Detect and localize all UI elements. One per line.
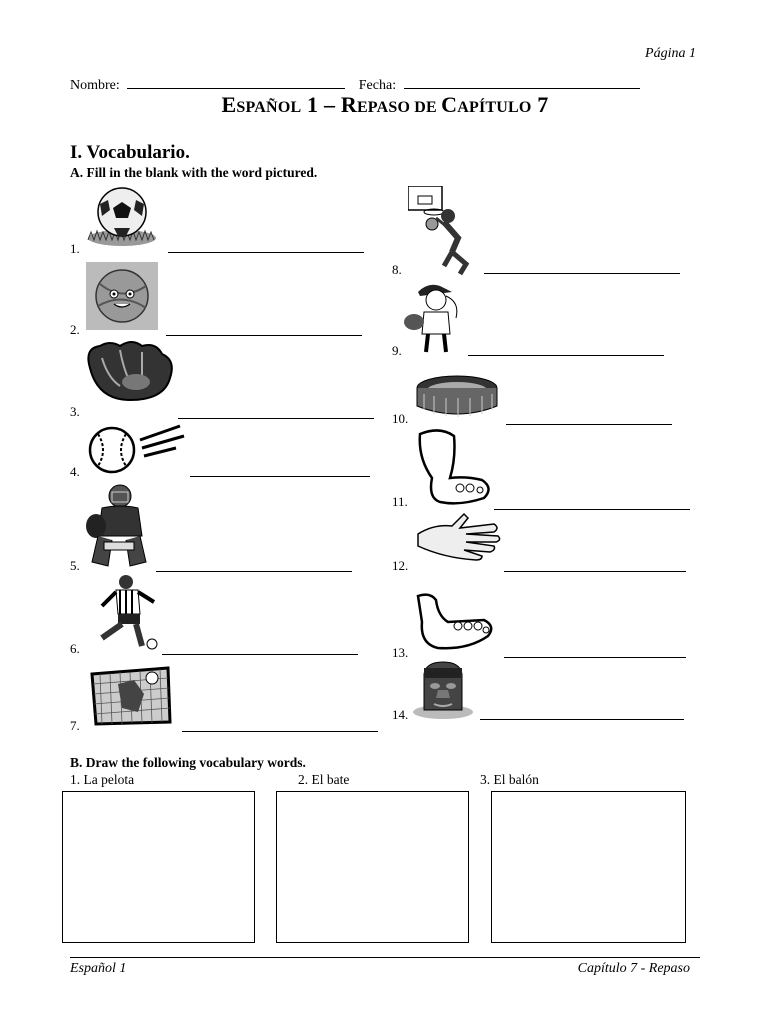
item-number: 8.	[392, 262, 402, 277]
answer-blank-12[interactable]	[504, 571, 686, 572]
answer-blank-11[interactable]	[494, 509, 690, 510]
answer-blank-3[interactable]	[178, 418, 374, 419]
answer-blank-4[interactable]	[190, 476, 370, 477]
drawing-box-3[interactable]	[491, 791, 686, 943]
answer-blank-6[interactable]	[162, 654, 358, 655]
stadium-icon	[412, 372, 502, 420]
basketball-player-icon	[408, 186, 478, 276]
foot-icon	[410, 428, 494, 508]
soccer-ball-icon	[86, 186, 158, 248]
footer-course: Español 1	[70, 961, 127, 976]
section-a-instructions: A. Fill in the blank with the word pictured.	[70, 165, 318, 180]
answer-blank-1[interactable]	[168, 252, 364, 253]
item-number: 9.	[392, 343, 402, 358]
item-number: 13.	[392, 645, 409, 660]
catcher-icon	[82, 482, 156, 570]
item-number: 10.	[392, 411, 409, 426]
date-field[interactable]	[404, 76, 640, 89]
footer-chapter: Capítulo 7 - Repaso	[577, 961, 690, 976]
footer-divider	[70, 957, 700, 958]
answer-blank-7[interactable]	[182, 731, 378, 732]
hand-icon	[414, 512, 504, 562]
name-label: Nombre:	[70, 78, 120, 93]
item-number: 4.	[70, 464, 80, 479]
soccer-player-icon	[88, 572, 168, 652]
drawing-box-2[interactable]	[276, 791, 469, 943]
item-number: 6.	[70, 641, 80, 656]
item-number: 7.	[70, 718, 80, 733]
answer-blank-10[interactable]	[506, 424, 672, 425]
answer-blank-13[interactable]	[504, 657, 686, 658]
answer-blank-2[interactable]	[166, 335, 362, 336]
item-number: 2.	[70, 322, 80, 337]
foot-icon	[408, 592, 498, 654]
item-number: 12.	[392, 558, 409, 573]
date-label: Fecha:	[358, 78, 397, 93]
answer-blank-8[interactable]	[484, 273, 680, 274]
baseball-player-icon	[400, 278, 472, 354]
baseball-icon	[84, 420, 188, 476]
name-field[interactable]	[127, 76, 345, 89]
item-number: 11.	[392, 494, 408, 509]
baseball-glove-icon	[80, 338, 178, 404]
answer-blank-14[interactable]	[480, 719, 684, 720]
item-number: 14.	[392, 707, 409, 722]
section-b-instructions: B. Draw the following vocabulary words.	[70, 755, 306, 770]
answer-blank-5[interactable]	[156, 571, 352, 572]
goalie-net-icon	[88, 664, 174, 726]
draw-label-1: 1. La pelota	[70, 772, 135, 787]
page-number: Página 1	[645, 46, 696, 61]
beach-ball-icon	[86, 262, 158, 330]
draw-label-2: 2. El bate	[298, 772, 350, 787]
section-heading-vocabulario: I. Vocabulario.	[70, 142, 190, 163]
olmec-head-icon	[412, 660, 474, 720]
item-number: 1.	[70, 241, 80, 256]
page-title: ESPAÑOL 1 – REPASO DE CAPÍTULO 7	[221, 92, 549, 117]
answer-blank-9[interactable]	[468, 355, 664, 356]
drawing-box-1[interactable]	[62, 791, 255, 943]
draw-label-3: 3. El balón	[480, 772, 539, 787]
item-number: 3.	[70, 404, 80, 419]
item-number: 5.	[70, 558, 80, 573]
